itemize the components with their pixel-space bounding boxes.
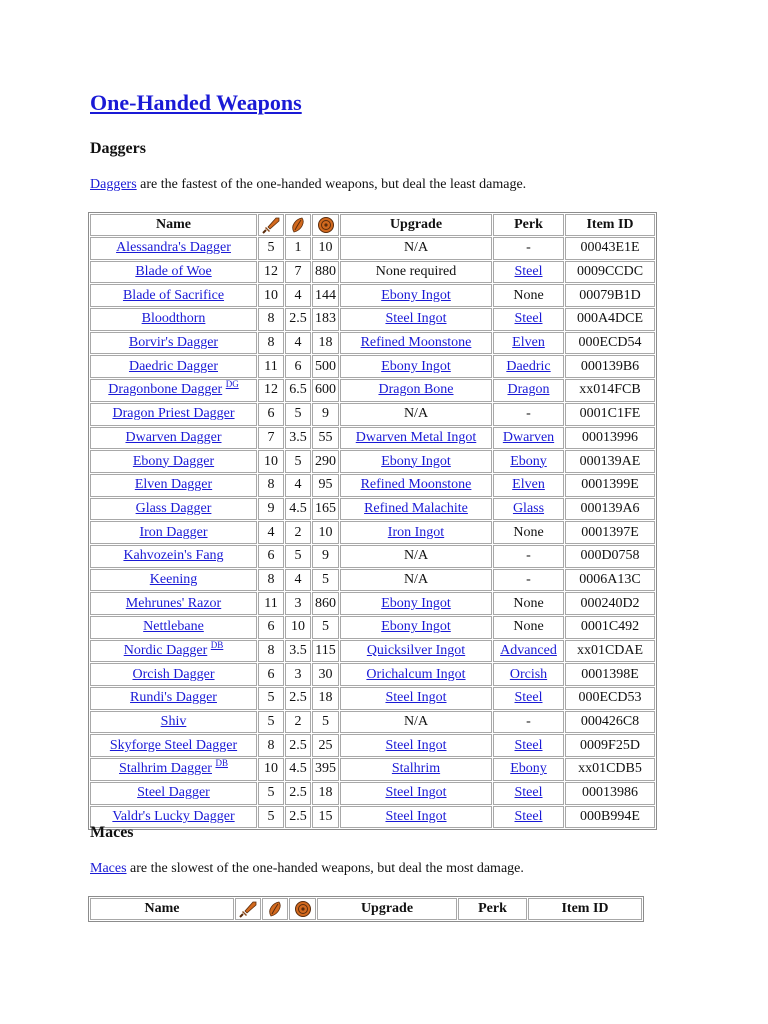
cell-name[interactable] [90, 261, 257, 284]
cell-weight: 6.5 [285, 379, 311, 402]
col-itemid-header: Item ID [528, 898, 642, 920]
cell-damage: 7 [258, 427, 284, 450]
cell-value: 165 [312, 498, 339, 521]
cell-weight: 2.5 [285, 308, 311, 331]
weapon-name-link[interactable]: Dwarven Dagger [125, 429, 222, 445]
cell-item-id: xx014FCB [565, 379, 655, 402]
upgrade-link[interactable]: Steel Ingot [385, 737, 447, 753]
col-perk-header: Perk [493, 214, 564, 236]
weapon-name-link[interactable]: Glass Dagger [135, 500, 212, 516]
cell-damage: 6 [258, 616, 284, 639]
cell-upgrade: N/A [340, 237, 492, 260]
dlc-tag[interactable]: DB [215, 758, 228, 769]
col-damage-header [235, 898, 261, 920]
weapon-name-link[interactable]: Dragonbone Dagger [108, 382, 223, 398]
cell-weight: 4.5 [285, 498, 311, 521]
cell-name[interactable] [90, 355, 257, 378]
cell-perk[interactable] [493, 355, 564, 378]
cell-item-id: 000ECD54 [565, 332, 655, 355]
cell-value: 395 [312, 758, 339, 781]
cell-weight: 4 [285, 474, 311, 497]
cell-item-id: 0001398E [565, 663, 655, 686]
cell-weight: 2.5 [285, 806, 311, 829]
cell-upgrade[interactable] [340, 450, 492, 473]
perk-link[interactable]: Steel [514, 785, 543, 801]
cell-damage: 6 [258, 403, 284, 426]
cell-damage: 6 [258, 545, 284, 568]
cell-weight: 5 [285, 403, 311, 426]
weight-icon [288, 216, 308, 234]
weapon-name-link[interactable]: Rundi's Dagger [130, 690, 217, 706]
cell-upgrade[interactable] [340, 782, 492, 805]
cell-name[interactable] [90, 592, 257, 615]
sword-damage-icon [238, 900, 258, 918]
cell-perk[interactable] [493, 782, 564, 805]
cell-value: 115 [312, 640, 339, 663]
cell-damage: 11 [258, 355, 284, 378]
cell-item-id: 0009CCDC [565, 261, 655, 284]
cell-item-id: 000139A6 [565, 498, 655, 521]
upgrade-link[interactable]: Ebony Ingot [381, 619, 451, 635]
cell-weight: 4.5 [285, 758, 311, 781]
cell-value: 9 [312, 545, 339, 568]
cell-damage: 11 [258, 592, 284, 615]
cell-perk: None [493, 592, 564, 615]
cell-upgrade: N/A [340, 569, 492, 592]
col-upgrade-header: Upgrade [317, 898, 457, 920]
table-row [90, 450, 655, 473]
col-name-header: Name [90, 214, 257, 236]
cell-upgrade[interactable] [340, 734, 492, 757]
cell-damage: 12 [258, 379, 284, 402]
cell-upgrade[interactable] [340, 474, 492, 497]
cell-item-id: 0001397E [565, 521, 655, 544]
weapon-name-link[interactable]: Borvir's Dagger [128, 335, 219, 351]
cell-weight: 4 [285, 332, 311, 355]
table-row [90, 782, 655, 805]
perk-link[interactable]: Daedric [506, 358, 551, 374]
weapon-name-link[interactable]: Daedric Dagger [128, 358, 218, 374]
cell-value: 18 [312, 332, 339, 355]
cell-perk[interactable] [493, 498, 564, 521]
cell-value: 860 [312, 592, 339, 615]
cell-damage: 5 [258, 237, 284, 260]
upgrade-link[interactable]: Steel Ingot [385, 311, 447, 327]
cell-upgrade[interactable] [340, 687, 492, 710]
cell-damage: 8 [258, 332, 284, 355]
cell-perk[interactable] [493, 474, 564, 497]
cell-damage: 8 [258, 474, 284, 497]
cell-item-id: 000426C8 [565, 711, 655, 734]
upgrade-link[interactable]: Stalhrim [391, 761, 441, 777]
cell-value: 5 [312, 569, 339, 592]
table-row [90, 261, 655, 284]
cell-value: 30 [312, 663, 339, 686]
cell-damage: 5 [258, 687, 284, 710]
table-row [90, 663, 655, 686]
cell-upgrade: None required [340, 261, 492, 284]
cell-item-id: 00043E1E [565, 237, 655, 260]
col-itemid-header: Item ID [565, 214, 655, 236]
cell-weight: 5 [285, 450, 311, 473]
cell-weight: 3 [285, 592, 311, 615]
cell-value: 5 [312, 616, 339, 639]
cell-value: 500 [312, 355, 339, 378]
cell-upgrade[interactable] [340, 616, 492, 639]
cell-upgrade[interactable] [340, 427, 492, 450]
upgrade-link[interactable]: Ebony Ingot [381, 358, 451, 374]
cell-upgrade[interactable] [340, 663, 492, 686]
cell-perk[interactable] [493, 450, 564, 473]
cell-perk[interactable] [493, 308, 564, 331]
col-damage-header [258, 214, 284, 236]
cell-item-id: 000240D2 [565, 592, 655, 615]
cell-item-id: 00079B1D [565, 284, 655, 307]
cell-perk[interactable] [493, 663, 564, 686]
col-weight-header [262, 898, 288, 920]
table-row [90, 758, 655, 781]
table-row [90, 521, 655, 544]
cell-weight: 2.5 [285, 782, 311, 805]
perk-link[interactable]: Steel [514, 690, 543, 706]
cell-item-id: 00013986 [565, 782, 655, 805]
cell-damage: 9 [258, 498, 284, 521]
weapon-name-link[interactable]: Blade of Sacrifice [122, 287, 225, 303]
cell-name[interactable] [90, 782, 257, 805]
upgrade-link[interactable]: Refined Malachite [364, 500, 468, 516]
cell-name[interactable] [90, 474, 257, 497]
weapon-name-link[interactable]: Skyforge Steel Dagger [109, 737, 238, 753]
table-row [90, 403, 655, 426]
maces-intro [90, 861, 524, 877]
cell-upgrade[interactable] [340, 308, 492, 331]
page-title-link[interactable]: One-Handed Weapons [90, 90, 302, 115]
cell-name[interactable] [90, 545, 257, 568]
cell-item-id: 000ECD53 [565, 687, 655, 710]
weapon-name-link[interactable]: Mehrunes' Razor [125, 595, 222, 611]
cell-perk[interactable] [493, 332, 564, 355]
weapon-name-link[interactable]: Bloodthorn [141, 311, 206, 327]
cell-item-id: 00013996 [565, 427, 655, 450]
cell-weight: 4 [285, 284, 311, 307]
perk-link[interactable]: Ebony [510, 761, 547, 777]
table-row [90, 734, 655, 757]
cell-damage: 4 [258, 521, 284, 544]
table-row [90, 640, 655, 663]
dlc-tag[interactable]: DG [225, 379, 239, 390]
cell-damage: 6 [258, 663, 284, 686]
cell-perk: - [493, 711, 564, 734]
cell-value: 15 [312, 806, 339, 829]
daggers-intro-text: are the fastest of the one-handed weapons, but deal the least damage. [136, 177, 527, 192]
upgrade-link[interactable]: Ebony Ingot [381, 453, 451, 469]
cell-weight: 2 [285, 711, 311, 734]
perk-link[interactable]: Elven [512, 477, 545, 493]
cell-perk[interactable] [493, 261, 564, 284]
cell-weight: 7 [285, 261, 311, 284]
upgrade-link[interactable]: Quicksilver Ingot [366, 643, 466, 659]
table-row [90, 592, 655, 615]
upgrade-link[interactable]: Ebony Ingot [381, 595, 451, 611]
cell-damage: 8 [258, 308, 284, 331]
table-row [90, 687, 655, 710]
cell-perk[interactable] [493, 806, 564, 829]
weapon-name-link[interactable]: Nettlebane [143, 619, 204, 635]
cell-damage: 8 [258, 734, 284, 757]
cell-item-id: 0001C1FE [565, 403, 655, 426]
daggers-heading: Daggers [90, 140, 146, 157]
cell-perk[interactable] [493, 758, 564, 781]
cell-name[interactable] [90, 403, 257, 426]
table-header-row [90, 898, 642, 920]
weapon-name-link[interactable]: Shiv [160, 714, 187, 730]
weapon-name-link[interactable]: Dragon Priest Dagger [112, 406, 235, 422]
cell-upgrade: N/A [340, 711, 492, 734]
cell-name[interactable] [90, 687, 257, 710]
cell-value: 10 [312, 237, 339, 260]
cell-damage: 10 [258, 284, 284, 307]
cell-perk: - [493, 403, 564, 426]
perk-link[interactable]: Steel [514, 311, 543, 327]
cell-name[interactable] [90, 734, 257, 757]
table-row [90, 332, 655, 355]
upgrade-link[interactable]: Dwarven Metal Ingot [355, 429, 477, 445]
table-header-row [90, 214, 655, 236]
cell-damage: 5 [258, 711, 284, 734]
cell-item-id: 0001399E [565, 474, 655, 497]
cell-perk: None [493, 616, 564, 639]
perk-link[interactable]: Elven [512, 335, 545, 351]
cell-name[interactable] [90, 237, 257, 260]
cell-perk: - [493, 237, 564, 260]
cell-name[interactable] [90, 284, 257, 307]
cell-item-id: 000A4DCE [565, 308, 655, 331]
gold-coin-icon [293, 900, 313, 918]
cell-value: 183 [312, 308, 339, 331]
cell-upgrade[interactable] [340, 640, 492, 663]
table-row [90, 569, 655, 592]
weapon-name-link[interactable]: Elven Dagger [134, 477, 213, 493]
dlc-tag[interactable]: DB [210, 640, 224, 651]
table-row [90, 355, 655, 378]
cell-value: 10 [312, 521, 339, 544]
col-name-header: Name [90, 898, 234, 920]
table-row [90, 711, 655, 734]
table-row [90, 427, 655, 450]
cell-perk: - [493, 545, 564, 568]
cell-perk[interactable] [493, 427, 564, 450]
cell-weight: 6 [285, 355, 311, 378]
gold-coin-icon [316, 216, 336, 234]
cell-weight: 3 [285, 663, 311, 686]
cell-perk[interactable] [493, 734, 564, 757]
upgrade-link[interactable]: Ebony Ingot [381, 287, 451, 303]
cell-item-id: 000139B6 [565, 355, 655, 378]
cell-weight: 2.5 [285, 734, 311, 757]
cell-upgrade[interactable] [340, 521, 492, 544]
cell-damage: 12 [258, 261, 284, 284]
cell-name[interactable] [90, 498, 257, 521]
table-row [90, 806, 655, 829]
table-row [90, 498, 655, 521]
weapon-name-link[interactable]: Kahvozein's Fang [123, 548, 224, 564]
cell-value: 290 [312, 450, 339, 473]
cell-perk: None [493, 521, 564, 544]
cell-damage: 8 [258, 640, 284, 663]
cell-weight: 1 [285, 237, 311, 260]
cell-weight: 2.5 [285, 687, 311, 710]
cell-upgrade[interactable] [340, 806, 492, 829]
cell-value: 95 [312, 474, 339, 497]
weapon-name-link[interactable]: Steel Dagger [137, 785, 210, 801]
cell-weight: 10 [285, 616, 311, 639]
cell-name[interactable] [90, 427, 257, 450]
weapon-name-link[interactable]: Blade of Woe [135, 264, 212, 280]
cell-value: 25 [312, 734, 339, 757]
cell-damage: 10 [258, 450, 284, 473]
col-perk-header: Perk [458, 898, 527, 920]
daggers-link[interactable]: Daggers [90, 177, 137, 192]
maces-intro-text: are the slowest of the one-handed weapons, but deal the most damage. [126, 861, 524, 876]
cell-value: 9 [312, 403, 339, 426]
sword-damage-icon [261, 216, 281, 234]
cell-item-id: 0001C492 [565, 616, 655, 639]
weapon-name-link[interactable]: Orcish Dagger [132, 666, 215, 682]
upgrade-link[interactable]: Refined Moonstone [360, 335, 472, 351]
cell-name[interactable] [90, 308, 257, 331]
weapon-name-link[interactable]: Stalhrim Dagger [119, 761, 212, 777]
cell-upgrade[interactable] [340, 284, 492, 307]
weapon-name-link[interactable]: Ebony Dagger [132, 453, 215, 469]
upgrade-link[interactable]: Iron Ingot [387, 524, 445, 540]
cell-item-id: 0006A13C [565, 569, 655, 592]
cell-weight: 5 [285, 545, 311, 568]
cell-name[interactable] [90, 758, 257, 781]
cell-damage: 10 [258, 758, 284, 781]
upgrade-link[interactable]: Dragon Bone [378, 382, 454, 398]
cell-item-id: xx01CDB5 [565, 758, 655, 781]
upgrade-link[interactable]: Steel Ingot [385, 690, 447, 706]
cell-item-id: xx01CDAE [565, 640, 655, 663]
perk-link[interactable]: Steel [514, 808, 543, 824]
perk-link[interactable]: Ebony [510, 453, 547, 469]
weapon-name-link[interactable]: Nordic Dagger [123, 643, 208, 659]
table-row [90, 474, 655, 497]
perk-link[interactable]: Steel [514, 737, 543, 753]
daggers-table [88, 212, 657, 830]
cell-perk[interactable] [493, 687, 564, 710]
weight-icon [265, 900, 285, 918]
weapon-name-link[interactable]: Iron Dagger [139, 524, 208, 540]
cell-damage: 5 [258, 806, 284, 829]
cell-name[interactable] [90, 569, 257, 592]
maces-table [88, 896, 644, 922]
cell-value: 5 [312, 711, 339, 734]
col-upgrade-header: Upgrade [340, 214, 492, 236]
perk-link[interactable]: Glass [512, 500, 545, 516]
cell-name[interactable] [90, 379, 257, 402]
upgrade-link[interactable]: Steel Ingot [385, 808, 447, 824]
cell-damage: 5 [258, 782, 284, 805]
maces-heading: Maces [90, 824, 134, 841]
cell-name[interactable] [90, 711, 257, 734]
cell-value: 144 [312, 284, 339, 307]
cell-value: 18 [312, 687, 339, 710]
cell-item-id: 000B994E [565, 806, 655, 829]
cell-upgrade[interactable] [340, 379, 492, 402]
cell-weight: 2 [285, 521, 311, 544]
cell-perk[interactable] [493, 640, 564, 663]
cell-upgrade[interactable] [340, 355, 492, 378]
table-row [90, 379, 655, 402]
cell-upgrade[interactable] [340, 758, 492, 781]
cell-name[interactable] [90, 616, 257, 639]
perk-link[interactable]: Advanced [500, 643, 557, 659]
perk-link[interactable]: Steel [514, 264, 543, 280]
cell-value: 600 [312, 379, 339, 402]
perk-link[interactable]: Dragon [507, 382, 550, 398]
daggers-intro [90, 177, 526, 193]
cell-weight: 4 [285, 569, 311, 592]
upgrade-link[interactable]: Orichalcum Ingot [366, 666, 466, 682]
maces-link[interactable]: Maces [90, 861, 127, 876]
table-row [90, 308, 655, 331]
cell-name[interactable] [90, 640, 257, 663]
weapon-name-link[interactable]: Valdr's Lucky Dagger [112, 808, 235, 824]
cell-name[interactable] [90, 521, 257, 544]
cell-name[interactable] [90, 332, 257, 355]
perk-link[interactable]: Dwarven [502, 429, 555, 445]
table-row [90, 284, 655, 307]
upgrade-link[interactable]: Steel Ingot [385, 785, 447, 801]
cell-upgrade[interactable] [340, 498, 492, 521]
cell-damage: 8 [258, 569, 284, 592]
page-title[interactable] [90, 90, 302, 116]
cell-upgrade: N/A [340, 403, 492, 426]
weapon-name-link[interactable]: Keening [149, 571, 198, 587]
upgrade-link[interactable]: Refined Moonstone [360, 477, 472, 493]
col-weight-header [285, 214, 311, 236]
cell-value: 55 [312, 427, 339, 450]
cell-item-id: 000D0758 [565, 545, 655, 568]
cell-weight: 3.5 [285, 427, 311, 450]
cell-perk[interactable] [493, 379, 564, 402]
cell-upgrade[interactable] [340, 332, 492, 355]
weapon-name-link[interactable]: Alessandra's Dagger [116, 240, 231, 256]
cell-weight: 3.5 [285, 640, 311, 663]
table-row [90, 616, 655, 639]
col-value-header [312, 214, 339, 236]
cell-value: 880 [312, 261, 339, 284]
table-row [90, 237, 655, 260]
perk-link[interactable]: Orcish [509, 666, 548, 682]
cell-value: 18 [312, 782, 339, 805]
cell-name[interactable] [90, 450, 257, 473]
cell-perk: None [493, 284, 564, 307]
cell-item-id: 000139AE [565, 450, 655, 473]
cell-item-id: 0009F25D [565, 734, 655, 757]
cell-name[interactable] [90, 663, 257, 686]
cell-upgrade: N/A [340, 545, 492, 568]
cell-perk: - [493, 569, 564, 592]
col-value-header [289, 898, 316, 920]
cell-upgrade[interactable] [340, 592, 492, 615]
table-row [90, 545, 655, 568]
